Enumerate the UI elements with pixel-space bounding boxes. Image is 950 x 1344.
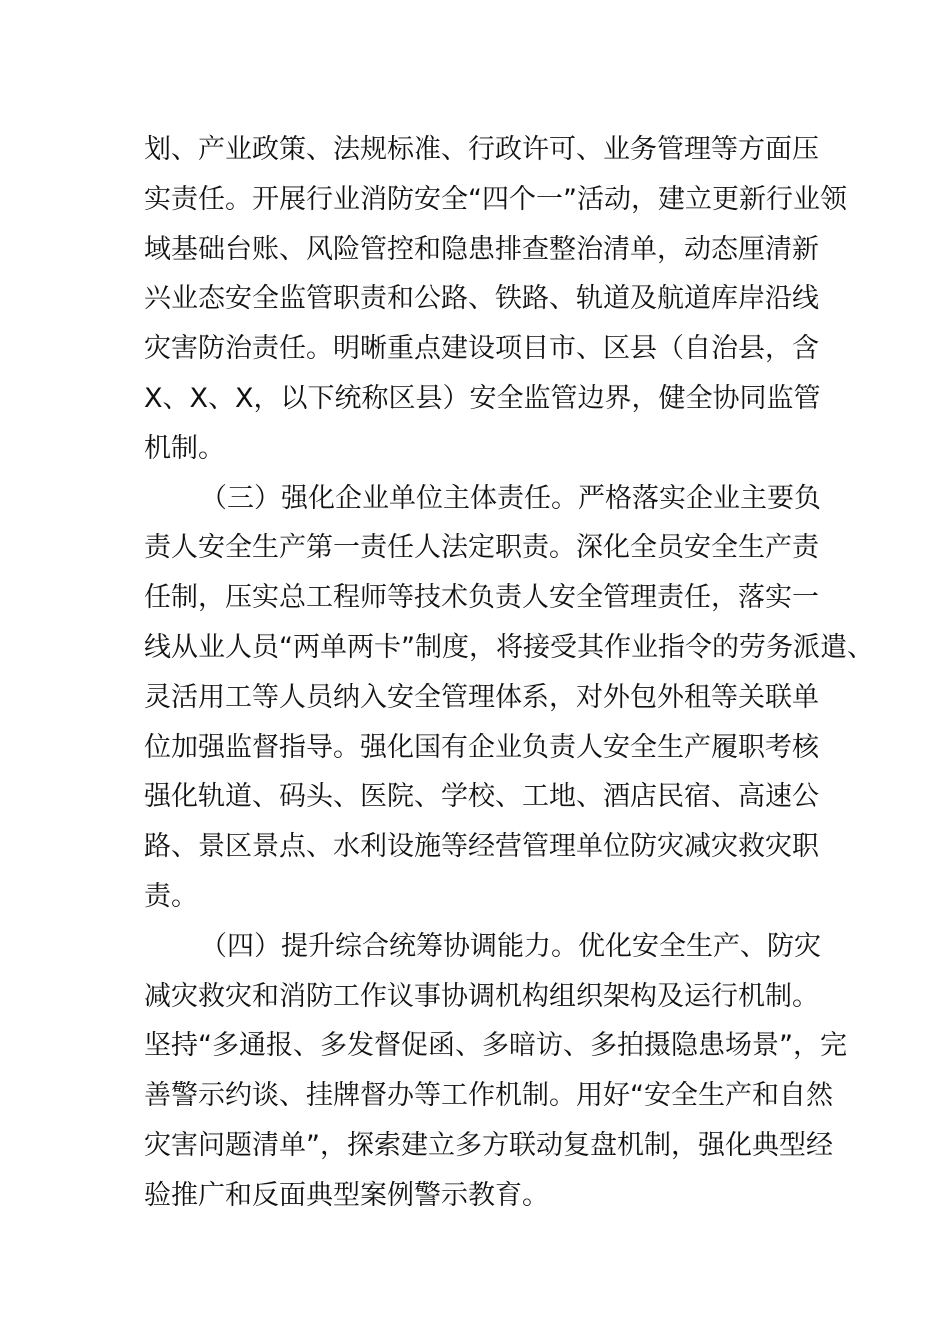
- text-line: 灾害问题清单”，探索建立多方联动复盘机制，强化典型经: [144, 1129, 833, 1161]
- text-line: 兴业态安全监管职责和公路、铁路、轨道及航道库岸沿线: [144, 283, 819, 315]
- text-line: 域基础台账、风险管控和隐患排查整治清单，动态厘清新: [144, 233, 819, 265]
- text-line: 验推广和反面典型案例警示教育。: [144, 1179, 549, 1211]
- section-three-heading-line: （三）强化企业单位主体责任。严格落实企业主要负: [200, 482, 821, 514]
- text-line: 路、景区景点、水利设施等经营管理单位防灾减灾救灾职: [144, 831, 819, 863]
- text-line: 划、产业政策、法规标准、行政许可、业务管理等方面压: [144, 134, 819, 165]
- text-line: 坚持“多通报、多发督促函、多暗访、多拍摄隐患场景”，完: [144, 1030, 847, 1062]
- text-line: 善警示约谈、挂牌督办等工作机制。用好“安全生产和自然: [144, 1080, 833, 1112]
- text-line: 机制。: [144, 432, 225, 464]
- body-text: [144, 125, 874, 1221]
- text-line: 线从业人员“两单两卡”制度，将接受其作业指令的劳务派遣、: [144, 631, 874, 663]
- text-line: 责人安全生产第一责任人法定职责。深化全员安全生产责: [144, 532, 819, 564]
- text-line: X、X、X，以下统称区县）安全监管边界，健全协同监管: [144, 382, 821, 414]
- text-line: 实责任。开展行业消防安全“四个一”活动，建立更新行业领: [144, 183, 847, 215]
- text-line: 责。: [144, 880, 198, 912]
- text-line: 灵活用工等人员纳入安全管理体系，对外包外租等关联单: [144, 681, 819, 713]
- text-line: 减灾救灾和消防工作议事协调机构组织架构及运行机制。: [144, 980, 819, 1012]
- section-four-heading-line: （四）提升综合统筹协调能力。优化安全生产、防灾: [200, 930, 821, 962]
- text-line: 灾害防治责任。明晰重点建设项目市、区县（自治县，含: [144, 333, 819, 365]
- text-line: 任制，压实总工程师等技术负责人安全管理责任，落实一: [144, 582, 819, 614]
- text-line: 强化轨道、码头、医院、学校、工地、酒店民宿、高速公: [144, 781, 819, 813]
- text-line: 位加强监督指导。强化国有企业负责人安全生产履职考核: [144, 731, 819, 763]
